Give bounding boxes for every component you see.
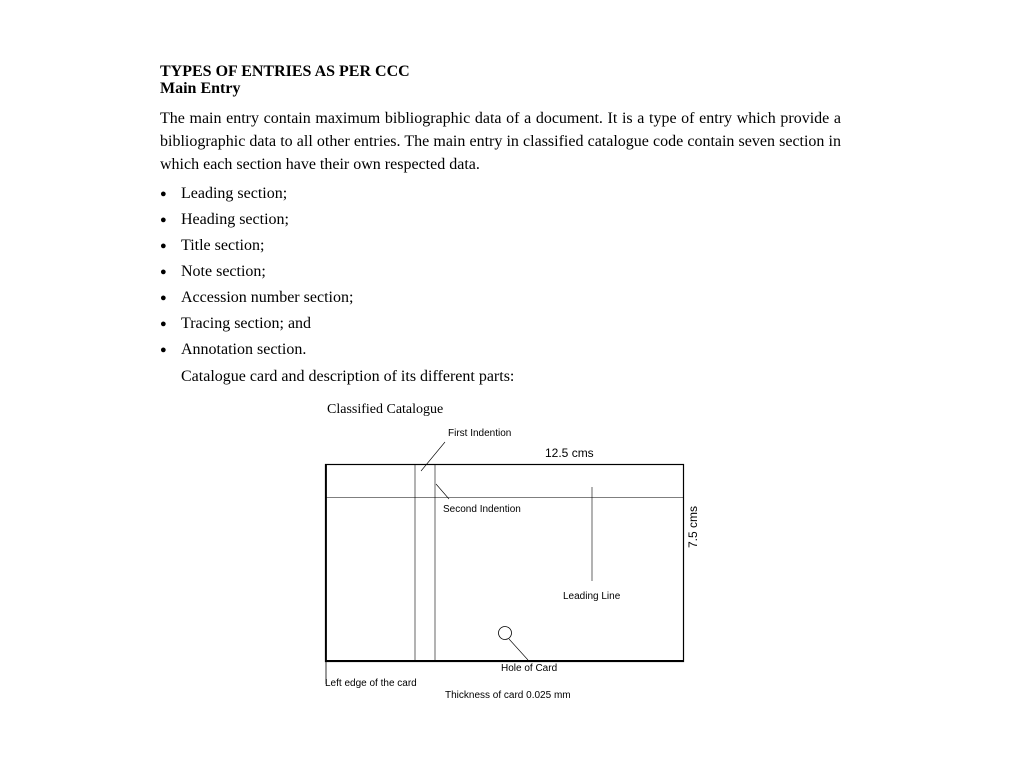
bullet-icon: ●: [160, 266, 167, 278]
diagram-title: Classified Catalogue: [327, 402, 444, 417]
bullet-icon: ●: [160, 214, 167, 226]
first-indention-label: First Indention: [448, 428, 512, 439]
list-item-text: Accession number section;: [181, 289, 354, 306]
diagram-caption: Catalogue card and description of its different parts:: [181, 368, 515, 385]
list-item-text: Title section;: [181, 237, 265, 254]
bullet-icon: ●: [160, 188, 167, 200]
second-indention-label: Second Indention: [443, 504, 521, 515]
page-title: TYPES OF ENTRIES AS PER CCC: [160, 63, 410, 80]
leading-line-label: Leading Line: [563, 591, 621, 602]
list-item: [160, 259, 353, 285]
card-outline: [326, 465, 684, 662]
list-item-text: Leading section;: [181, 185, 288, 202]
hole-label: Hole of Card: [501, 663, 558, 674]
card-height-label: 7.5 cms: [686, 505, 700, 548]
list-item: [160, 285, 353, 311]
list-item: [160, 181, 353, 207]
bullet-icon: ●: [160, 292, 167, 304]
list-item: [160, 311, 353, 337]
left-edge-label: Left edge of the card: [325, 678, 417, 689]
list-item: [160, 233, 353, 259]
bullet-icon: ●: [160, 344, 167, 356]
bullet-icon: ●: [160, 318, 167, 330]
thickness-label: Thickness of card 0.025 mm: [445, 690, 571, 701]
second-indention-pointer: [436, 484, 449, 499]
intro-paragraph: The main entry contain maximum bibliographic data of a document. It is a type of entry which provide a bibliographic data to all other entries. The main entry in classified catalogue code contain seven section in which each section have their own respected data.: [160, 110, 841, 173]
card-hole: [499, 627, 512, 640]
list-item-text: Note section;: [181, 263, 266, 280]
bullet-icon: ●: [160, 240, 167, 252]
section-list: [160, 181, 353, 363]
list-item-text: Tracing section; and: [181, 315, 312, 332]
list-item: [160, 207, 353, 233]
page-subtitle: Main Entry: [160, 80, 241, 97]
first-indention-pointer: [421, 442, 445, 471]
list-item-text: Annotation section.: [181, 341, 307, 358]
catalogue-card-diagram: [300, 420, 730, 710]
card-width-label: 12.5 cms: [545, 446, 594, 460]
list-item-text: Heading section;: [181, 211, 289, 228]
hole-pointer: [509, 639, 528, 660]
list-item: [160, 337, 353, 363]
